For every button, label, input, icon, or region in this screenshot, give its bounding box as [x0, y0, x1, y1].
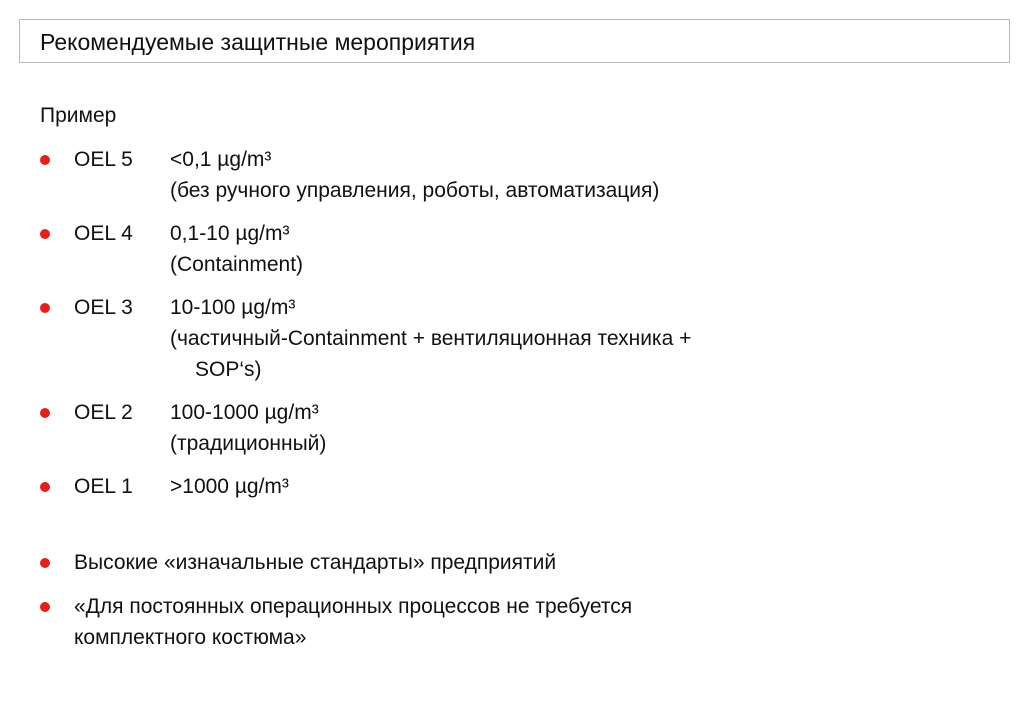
bullet-icon: [40, 229, 50, 239]
oel-note: (традиционный): [170, 432, 327, 455]
oel-label: OEL 4: [74, 222, 133, 245]
oel-value: 10-100 µg/m³: [170, 296, 296, 319]
page-title: Рекомендуемые защитные мероприятия: [40, 29, 476, 55]
bullet-icon: [40, 303, 50, 313]
oel-note: (Containment): [170, 253, 304, 276]
bullet-icon: [40, 602, 50, 612]
bullet-icon: [40, 558, 50, 568]
oel-note: (частичный-Containment + вентиляционная техника +: [170, 327, 692, 350]
extra-point: Высокие «изначальные стандарты» предприятий: [74, 551, 557, 574]
oel-note: (без ручного управления, роботы, автоматизация): [170, 179, 660, 202]
oel-label: OEL 1: [74, 475, 133, 498]
oel-note-continuation: SOP‘s): [195, 358, 262, 381]
extra-point-continuation: комплектного костюма»: [74, 626, 307, 649]
oel-label: OEL 2: [74, 401, 133, 424]
oel-value: 0,1-10 µg/m³: [170, 222, 290, 245]
subtitle: Пример: [40, 104, 117, 127]
bullet-icon: [40, 408, 50, 418]
oel-value: <0,1 µg/m³: [170, 148, 272, 171]
bullet-icon: [40, 155, 50, 165]
oel-label: OEL 3: [74, 296, 133, 319]
oel-value: >1000 µg/m³: [170, 475, 289, 498]
oel-label: OEL 5: [74, 148, 133, 171]
oel-value: 100-1000 µg/m³: [170, 401, 319, 424]
extra-point: «Для постоянных операционных процессов не требуется: [74, 595, 633, 618]
bullet-icon: [40, 482, 50, 492]
